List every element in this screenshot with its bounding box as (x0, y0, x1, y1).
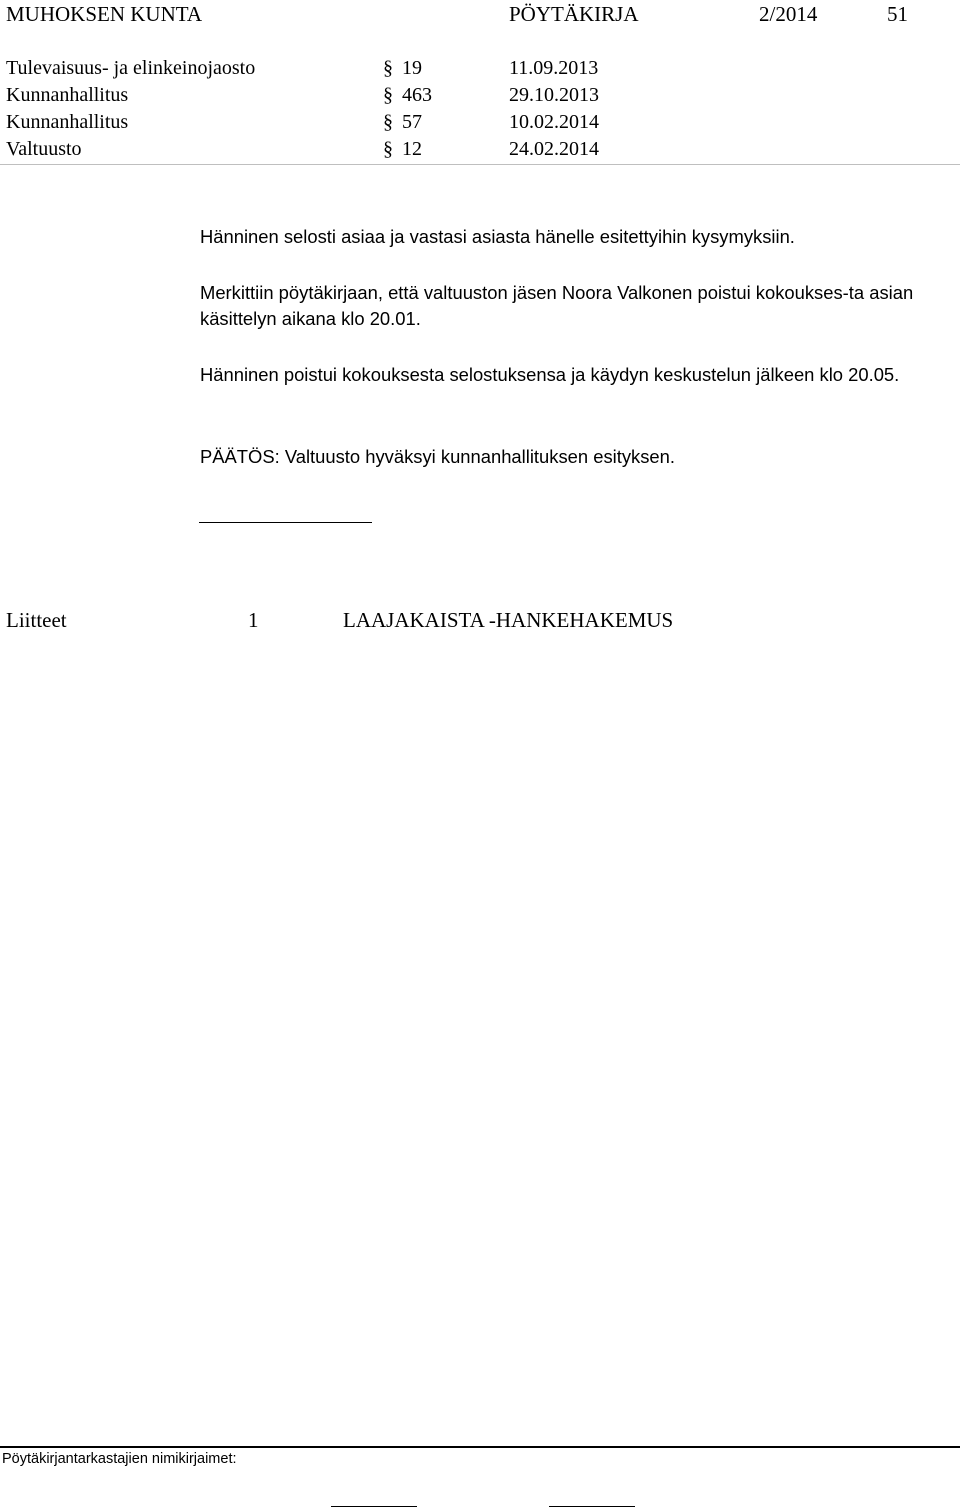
reference-body: Kunnanhallitus (6, 111, 129, 133)
header-divider (0, 164, 960, 165)
reference-row (0, 136, 960, 163)
reference-row (0, 109, 960, 136)
reference-date: 11.09.2013 (509, 57, 599, 79)
section-symbol: § (383, 111, 393, 133)
signatures-label: Pöytäkirjantarkastajien nimikirjaimet: (2, 1451, 237, 1467)
body-paragraph: Merkittiin pöytäkirjaan, että valtuuston jäsen Noora Valkonen poistui kokoukses-ta asian käsittelyn aikana klo 20.01. (200, 282, 914, 329)
reference-date: 29.10.2013 (509, 84, 599, 106)
reference-row (0, 55, 960, 82)
decision-paragraph: PÄÄTÖS: Valtuusto hyväksyi kunnanhallituksen esityksen. (200, 446, 675, 467)
signature-line (331, 1506, 417, 1507)
reference-date: 24.02.2014 (509, 138, 599, 160)
footer-divider (0, 1446, 960, 1448)
reference-section: 57 (402, 111, 422, 133)
signature-line (549, 1506, 635, 1507)
document-number: 2/2014 (759, 2, 818, 26)
reference-section: 463 (402, 84, 432, 106)
section-symbol: § (383, 138, 393, 160)
section-symbol: § (383, 57, 393, 79)
reference-section: 19 (402, 57, 422, 79)
reference-section: 12 (402, 138, 422, 160)
reference-body: Valtuusto (6, 138, 82, 160)
attachments-label: Liitteet (6, 608, 67, 632)
attachment-title: LAAJAKAISTA -HANKEHAKEMUS (343, 608, 674, 632)
attachment-number: 1 (248, 608, 259, 632)
section-symbol: § (383, 84, 393, 106)
body-paragraph: Hänninen selosti asiaa ja vastasi asiasta hänelle esitettyihin kysymyksiin. (200, 226, 795, 247)
reference-body: Kunnanhallitus (6, 84, 129, 106)
section-end-rule (199, 522, 372, 523)
municipality-name: MUHOKSEN KUNTA (6, 2, 203, 26)
document-type: PÖYTÄKIRJA (509, 2, 639, 26)
reference-date: 10.02.2014 (509, 111, 599, 133)
body-paragraph: Hänninen poistui kokouksesta selostuksensa ja käydyn keskustelun jälkeen klo 20.05. (200, 364, 900, 385)
reference-body: Tulevaisuus- ja elinkeinojaosto (6, 57, 256, 79)
reference-row (0, 82, 960, 109)
page-number: 51 (887, 2, 908, 26)
